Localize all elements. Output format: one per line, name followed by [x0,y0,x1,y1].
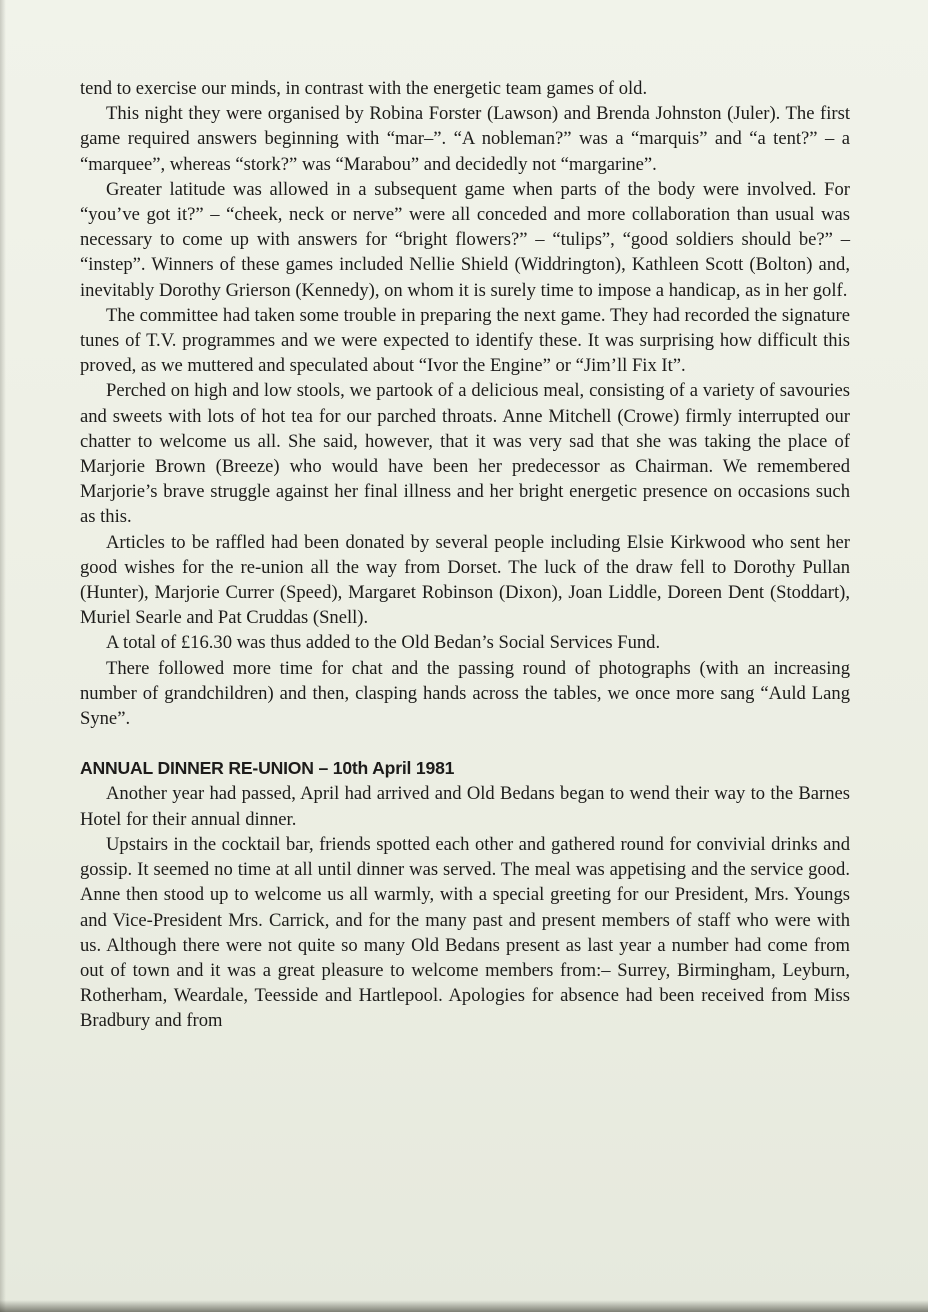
paragraph: The committee had taken some trouble in preparing the next game. They had recorded the signature tunes of T.V. programmes and we were expected to identify these. It was surprising how difficult this proved, as we muttered and speculated about “Ivor the Engine” or “Jim’ll Fix It”. [80,304,850,377]
section-heading: ANNUAL DINNER RE-UNION – 10th April 1981 [80,758,455,779]
page-shadow-left [0,0,6,1312]
paragraph: Perched on high and low stools, we partook of a delicious meal, consisting of a variety of savouries and sweets with lots of hot tea for our parched throats. Anne Mitchell (Crowe) firmly interrupted our chatter to welcome us all. She said, however, that it was very sad that she was taking the place of Marjorie Brown (Breeze) who would have been her predecessor as Chairman. We remembered Marjorie’s brave struggle against her final illness and her bright energetic presence on occasions such as this. [80,380,850,528]
paragraph: Greater latitude was allowed in a subsequent game when parts of the body were involved. For “you’ve got it?” – “cheek, neck or nerve” were all conceded and more collaboration than usual was necessary to come up with answers for “bright flowers?” – “tulips”, “good soldiers should be?” – “instep”. Winners of these games included Nellie Shield (Widdrington), Kathleen Scott (Bolton) and, inevitably Dorothy Grierson (Kennedy), on whom it is surely time to impose a handicap, as in her golf. [80,178,850,301]
paragraph: This night they were organised by Robina Forster (Lawson) and Brenda Johnston (Juler). The first game required answers beginning with “mar–”. “A nobleman?” was a “marquis” and “a tent?” – a “marquee”, whereas “stork?” was “Marabou” and decidedly not “margarine”. [80,103,850,175]
paragraph: Upstairs in the cocktail bar, friends spotted each other and gathered round for convivial drinks and gossip. It seemed no time at all until dinner was served. The meal was appetising and the service good. Anne then stood up to welcome us all warmly, with a special greeting for our President, Mrs. Youngs and Vice-President Mrs. Carrick, and for the many past and present members of staff who were with us. Although there were not quite so many Old Bedans present as last year a number had come from out of town and it was a great pleasure to welcome members from:– Surrey, Birmingham, Leyburn, Rotherham, Weardale, Teesside and Hartlepool. Apologies for absence had been received from Miss Bradbury and from [80,833,850,1032]
page-shadow-bottom [0,1300,928,1312]
paragraph: tend to exercise our minds, in contrast with the energetic team games of old. [80,78,648,99]
paragraph: There followed more time for chat and the passing round of photographs (with an increasing number of grandchildren) and then, clasping hands across the tables, we once more sang “Auld Lang Syne”. [80,657,850,730]
document-body [80,76,850,1034]
paragraph: Another year had passed, April had arrived and Old Bedans began to wend their way to the Barnes Hotel for their annual dinner. [80,783,850,830]
paragraph: A total of £16.30 was thus added to the Old Bedan’s Social Services Fund. [106,632,661,654]
paragraph: Articles to be raffled had been donated by several people including Elsie Kirkwood who sent her good wishes for the re-union all the way from Dorset. The luck of the draw fell to Dorothy Pullan (Hunter), Marjorie Currer (Speed), Margaret Robinson (Dixon), Joan Liddle, Doreen Dent (Stoddart), Muriel Searle and Pat Cruddas (Snell). [80,531,850,629]
